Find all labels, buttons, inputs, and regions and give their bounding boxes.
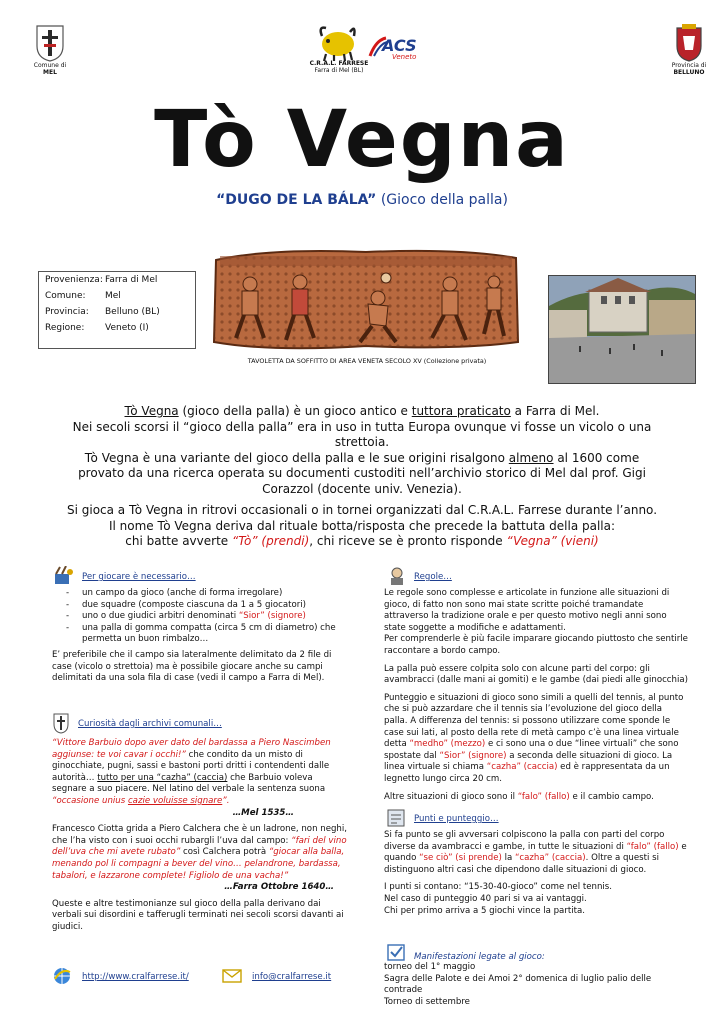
events-list xyxy=(384,962,688,1008)
falo-term: “falo” (fallo) xyxy=(626,841,679,852)
field-photo-illustration xyxy=(549,276,695,383)
email-link[interactable]: info@cralfarrese.it xyxy=(252,972,332,982)
subtitle-rest: (Gioco della palla) xyxy=(376,192,508,208)
quote-text: che Barbuio voleva segnare a suo piacere. Nel latino del verbale la sentenza suona xyxy=(52,772,326,795)
acs-logo-text: ACS xyxy=(382,36,417,55)
scoring-text-part: . Oltre a questi si distinguono altri casi che dipendono dalle situazioni di gioco. xyxy=(384,853,659,875)
table-row xyxy=(39,288,195,304)
acs-logo-sub: Veneto xyxy=(392,53,417,61)
list-item: Sagra delle Palote e dei Amoi 2° domenica di luglio palio delle contrade xyxy=(384,973,652,996)
rules-paragraph: Per comprenderle è più facile imparare giocando piuttosto che sentirle raccontare a bordo campo. xyxy=(384,634,688,656)
regole-heading: Regole… xyxy=(414,572,452,582)
quote-text: Francesco Ciotta grida a Piero Calchera che è un ladrone, non neghi, che l’ha visto con i suoi occhi rubargli l’uva dal campo: xyxy=(52,824,348,846)
intro-line3 xyxy=(60,451,664,498)
row-value: Veneto (I) xyxy=(105,323,149,333)
row-key: Regione: xyxy=(45,323,85,333)
farra-field-photo xyxy=(548,275,696,384)
rules-text-part: e il cambio campo. xyxy=(569,791,654,802)
rules-text-part: ed è rappresentata da un legnetto lungo circa 20 cm. xyxy=(384,762,670,784)
quote-text: “Vittore Barbuio dopo aver dato del bardassa a Piero Nascimben aggiunse: te voi cavar i occhi!” xyxy=(52,738,331,760)
intro-line4: Si gioca a Tò Vegna in ritrovi occasionali o in tornei organizzati dal C.R.A.L. Farrese durante l’anno. xyxy=(66,503,658,517)
intro-line6 xyxy=(60,534,664,550)
belluno-crest-icon xyxy=(674,24,704,62)
belluno-label-line2: BELLUNO xyxy=(673,69,705,76)
scoring-line: I punti si contano: “15-30-40-gioco” come nel tennis. xyxy=(384,882,612,893)
scoring-text-part: Si fa punto se gli avversari colpiscono la palla con parti del corpo diverse da avambracci e gambe, in tutte le situazioni di xyxy=(384,830,665,852)
belluno-label-line1: Provincia di xyxy=(671,62,707,69)
mel-crest-icon xyxy=(35,24,65,62)
quote-text: così Calchera potrà xyxy=(180,847,269,858)
acs-logo xyxy=(368,36,424,66)
sior-term: “Sior” (signore) xyxy=(439,750,507,761)
manifestazioni-heading: Manifestazioni legate al gioco: xyxy=(414,952,545,962)
farra-date: …Farra Ottobre 1640… xyxy=(224,882,334,893)
per-giocare-heading: Per giocare è necessario… xyxy=(82,572,196,582)
list-item: - un campo da gioco (anche di forma irregolare) xyxy=(64,588,346,600)
subtitle xyxy=(0,192,724,208)
list-item: - due squadre (composte ciascuna da 1 a 5 giocatori) xyxy=(64,600,346,612)
row-value: Belluno (BL) xyxy=(105,307,160,317)
list-item: - una palla di gomma compatta (circa 5 cm di diametro) che permetta un buon rimbalzo… xyxy=(64,623,346,646)
curiosita-heading: Curiosità dagli archivi comunali… xyxy=(78,719,222,729)
scoring-paragraph xyxy=(384,830,688,876)
scoreboard-icon xyxy=(386,808,406,832)
table-row xyxy=(39,320,195,336)
archive-crest-icon xyxy=(52,712,70,738)
intro-almeno: almeno xyxy=(508,450,554,465)
row-key: Provenienza: xyxy=(45,275,103,285)
referee-icon xyxy=(386,566,408,590)
terracotta-relief-image xyxy=(210,246,522,354)
rules-text-part: Altre situazioni di gioco sono il xyxy=(384,791,518,802)
quote-text: cazie voluisse signare xyxy=(127,795,223,806)
punti-heading: Punti e punteggio… xyxy=(414,814,499,824)
list-item xyxy=(64,611,346,623)
archive-quotes xyxy=(52,738,348,934)
mel-label-line2: MEL xyxy=(43,69,57,76)
cral-label-line2: Farra di Mel (BL) xyxy=(314,67,364,74)
tools-icon xyxy=(52,566,74,590)
scoring-text-part: la xyxy=(501,853,515,864)
rules-paragraph xyxy=(384,693,688,786)
campo-note: E’ preferibile che il campo sia lateralmente delimitato da 2 file di case (vicolo o strettoia) ma è possibile giocare anche su campi delimitati da una sola fila di case (vedi il campo a Farra di Mel). xyxy=(52,650,332,684)
intro-to-vegna: Tò Vegna xyxy=(124,404,179,418)
scoring-line: Chi per primo arriva a 5 giochi vince la partita. xyxy=(384,905,585,916)
mel-label xyxy=(24,62,76,76)
quote-text: tutto per una “cazha” (caccia) xyxy=(97,772,228,783)
cazha-term: “cazha” (caccia) xyxy=(514,853,586,864)
intro-text-part: a Farra di Mel. xyxy=(510,404,600,418)
se-cio-term: “se ciò” (si prende) xyxy=(419,853,502,864)
quote-text: ”. xyxy=(222,795,230,806)
requirements-list xyxy=(64,588,346,646)
row-key: Provincia: xyxy=(45,307,89,317)
intro-text-part: Tò Vegna è una variante del gioco della palla e le sue origini risalgono xyxy=(84,450,509,465)
medho-term: “medho” (mezzo) xyxy=(409,739,486,750)
table-row xyxy=(39,272,195,288)
cral-label-line1: C.R.A.L. FARRESE xyxy=(309,60,369,67)
website-link[interactable]: http://www.cralfarrese.it/ xyxy=(82,972,189,982)
scoring-text-part: e quando xyxy=(384,841,687,864)
intro-text-part: , chi riceve se è pronto risponde xyxy=(309,534,507,548)
intro-line5: Il nome Tò Vegna deriva dal rituale botta/risposta che precede la battuta della palla: xyxy=(108,518,616,533)
provenance-table xyxy=(38,271,196,349)
row-value: Mel xyxy=(105,291,121,301)
archive-conclusion: Queste e altre testimonianze sul gioco della palla derivano dai verbali sui disordini e tafferugli terminati nei secoli scorsi davanti ai giudici. xyxy=(52,898,344,932)
intro-line1 xyxy=(60,404,664,420)
falo-term: “falo” (fallo) xyxy=(517,791,570,802)
quote-text: “giocar alla balla, menando pol li compagni a bever del vino… pelandrone, bardassa, tabalori, e lazzarone complete! Figliolo de una vacha!” xyxy=(52,847,345,881)
intro-vegna-vieni: “Vegna” (vieni) xyxy=(506,534,599,548)
mel-date: …Mel 1535… xyxy=(232,807,294,818)
rules-paragraph: Le regole sono complesse e articolate in funzione alle situazioni di gioco, di fatto non sono mai state scritte poiché tramandate attraverso la tradizione orale e per questo motivo negli anni sono state soggette a modifiche e adattamenti. xyxy=(384,588,670,633)
rules-text xyxy=(384,588,688,803)
mel-crest xyxy=(35,24,65,66)
intro-to-prendi: “Tò” (prendi) xyxy=(231,534,310,548)
intro-line2: Nei secoli scorsi il “gioco della palla” era in uso in tutta Europa ovunque vi fosse un vicolo o una strettoia. xyxy=(72,419,652,449)
table-row xyxy=(39,304,195,320)
quote-text: “occasione unius xyxy=(52,795,128,806)
row-key: Comune: xyxy=(45,291,86,301)
relief-illustration xyxy=(210,246,522,354)
scoring-text xyxy=(384,830,688,917)
list-item-text: uno o due giudici arbitri denominati xyxy=(82,611,239,622)
scoring-line: Nel caso di punteggio 40 pari si va ai vantaggi. xyxy=(384,893,587,904)
cral-goat-logo-icon xyxy=(316,24,358,62)
relief-caption: TAVOLETTA DA SOFFITTO DI AREA VENETA SECOLO XV (Collezione privata) xyxy=(247,357,487,365)
rules-paragraph: La palla può essere colpita solo con alcune parti del corpo: gli avambracci (dalle mani ai gomiti) e le gambe (dai piedi alle ginocchia) xyxy=(384,663,688,686)
intro-text-part: (gioco della palla) è un gioco antico e xyxy=(178,404,412,418)
rules-paragraph xyxy=(384,792,688,804)
list-item: torneo del 1° maggio xyxy=(384,962,476,972)
cazha-term: “cazha” (caccia) xyxy=(486,762,558,773)
intro-text-part: chi batte avverte xyxy=(125,534,232,548)
intro-tuttora: tuttora praticato xyxy=(411,404,511,418)
belluno-crest xyxy=(674,24,704,66)
intro-text xyxy=(60,404,664,550)
rules-text-part: e ci sono una o due “linee virtuali” che sono spostate dal xyxy=(384,739,679,761)
page-title: Tò Vegna xyxy=(154,95,570,185)
subtitle-quoted: “DUGO DE LA BÁLA” xyxy=(216,192,377,208)
belluno-label xyxy=(662,62,716,76)
list-item: Torneo di settembre xyxy=(384,996,470,1007)
intro-text-part: al 1600 come provato da una ricerca operata su documenti custoditi nell’archivio storico di Mel dal prof. Gigi Corazzol (docente univ. Venezia). xyxy=(78,450,646,496)
quote-text: che condito da un misto di ginocchiate, pugni, sassi e bastoni porti dritti i contendenti dalle autorità… xyxy=(52,749,330,783)
row-value: Farra di Mel xyxy=(105,275,158,285)
rules-text-part: Punteggio e situazioni di gioco sono simili a quelli del tennis, al punto che si può azzardare che il tennis sia l’evoluzione del gioco della palla. A differenza del tennis: si possono utilizzare come sponde le case sui lati, al posto della rete di metà campo c’è una linea virtuale detta xyxy=(384,692,684,750)
cral-label xyxy=(300,60,378,74)
rules-text-part: a seconda delle situazioni di gioco. La linea virtuale si chiama xyxy=(384,750,673,773)
web-globe-icon xyxy=(52,966,72,990)
mel-label-line1: Comune di xyxy=(33,62,67,69)
quote-1535 xyxy=(52,738,348,808)
sior-term: “Sior” (signore) xyxy=(238,611,306,622)
quote-1640 xyxy=(52,824,348,882)
email-icon xyxy=(222,968,242,987)
quote-text: “fari del vino dell’uva che mi avete rubato” xyxy=(52,835,347,858)
